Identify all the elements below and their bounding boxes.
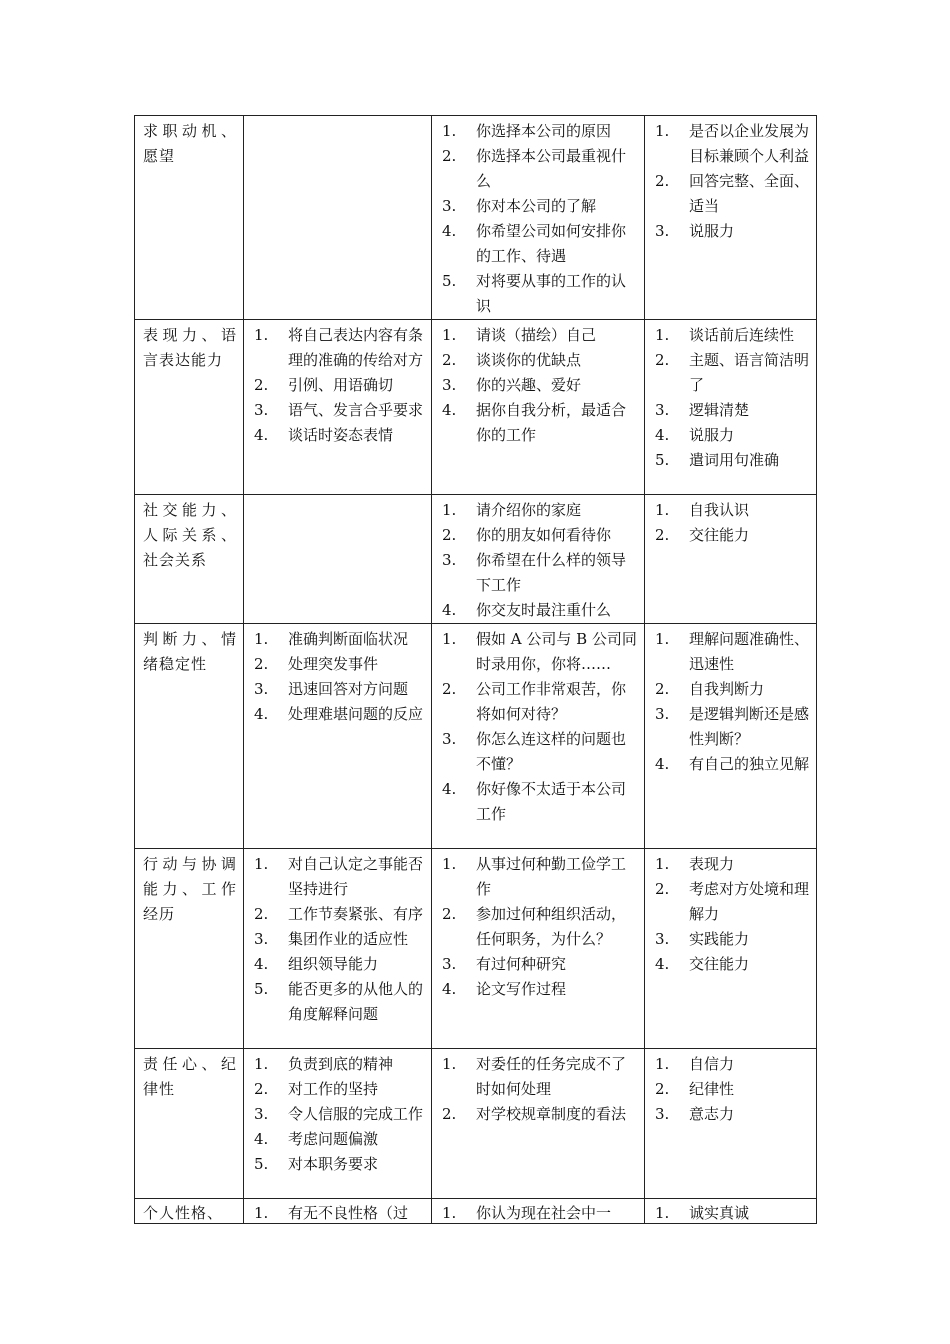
table-row xyxy=(135,495,817,624)
list-number: 1. xyxy=(442,501,457,519)
list-item xyxy=(252,1127,425,1152)
list-item-text: 意志力 xyxy=(689,1105,735,1123)
list-item xyxy=(252,702,425,727)
list-item xyxy=(252,627,425,652)
list-number: 1. xyxy=(655,501,670,519)
list-item-text: 你选择本公司的原因 xyxy=(476,122,612,140)
list-item xyxy=(440,498,638,523)
list-number: 1. xyxy=(442,326,457,344)
list-item xyxy=(653,1201,810,1223)
list-number: 4. xyxy=(442,222,457,240)
list-item-text: 遣词用句准确 xyxy=(689,451,780,469)
list-number: 4. xyxy=(655,955,670,973)
list-number: 5. xyxy=(254,1155,269,1173)
list-item xyxy=(653,852,810,877)
list-number: 2. xyxy=(254,1080,269,1098)
table-row xyxy=(135,116,817,320)
list-item-text: 是逻辑判断还是感性判断？ xyxy=(689,705,810,748)
list-item-text: 回答完整、全面、适当 xyxy=(689,172,810,215)
list-item xyxy=(440,977,638,1002)
numbered-list xyxy=(440,323,638,448)
list-number: 3. xyxy=(655,705,670,723)
questions-cell xyxy=(432,116,645,320)
list-number: 2. xyxy=(655,172,670,190)
list-item-text: 令人信服的完成工作 xyxy=(288,1105,424,1123)
list-number: 2. xyxy=(442,680,457,698)
list-item-text: 你希望在什么样的领导下工作 xyxy=(476,551,627,594)
list-item xyxy=(440,348,638,373)
numbered-list xyxy=(440,498,638,623)
list-number: 4. xyxy=(442,780,457,798)
list-number: 2. xyxy=(442,147,457,165)
list-item-text: 你怎么连这样的问题也不懂？ xyxy=(476,730,627,773)
list-item-text: 你好像不太适于本公司工作 xyxy=(476,780,627,823)
numbered-list xyxy=(252,1201,425,1223)
list-number: 1. xyxy=(655,630,670,648)
numbered-list xyxy=(653,852,810,977)
list-number: 1. xyxy=(655,122,670,140)
category-cell: 表现力、语言表达能力 xyxy=(135,320,244,495)
list-item xyxy=(653,1052,810,1077)
list-item xyxy=(440,523,638,548)
list-number: 1. xyxy=(442,630,457,648)
list-item-text: 纪律性 xyxy=(689,1080,735,1098)
list-item xyxy=(252,927,425,952)
list-item-text: 说服力 xyxy=(689,426,735,444)
requirements-cell xyxy=(244,116,432,320)
list-item-text: 你认为现在社会中一 xyxy=(476,1204,612,1222)
requirements-cell xyxy=(244,1049,432,1199)
list-item xyxy=(440,1102,638,1127)
list-item-text: 论文写作过程 xyxy=(476,980,567,998)
list-item-text: 处理突发事件 xyxy=(288,655,379,673)
list-number: 2. xyxy=(442,351,457,369)
list-number: 3. xyxy=(442,376,457,394)
list-item xyxy=(440,269,638,319)
list-number: 3. xyxy=(442,551,457,569)
numbered-list xyxy=(653,323,810,473)
requirements-cell xyxy=(244,320,432,495)
category-text: 个人性格、 xyxy=(143,1204,224,1222)
list-item xyxy=(440,1201,638,1223)
list-item xyxy=(653,702,810,752)
list-number: 4. xyxy=(254,426,269,444)
numbered-list xyxy=(440,1201,638,1223)
criteria-cell xyxy=(645,320,817,495)
list-item-text: 据你自我分析，最适合你的工作 xyxy=(476,401,627,444)
criteria-cell xyxy=(645,116,817,320)
list-item xyxy=(440,902,638,952)
list-item xyxy=(653,1102,810,1127)
list-number: 2. xyxy=(655,526,670,544)
list-item-text: 处理难堪问题的反应 xyxy=(288,705,424,723)
list-item xyxy=(653,348,810,398)
list-number: 1. xyxy=(655,855,670,873)
criteria-cell xyxy=(645,1049,817,1199)
list-item xyxy=(252,1077,425,1102)
category-cell: 社交能力、人际关系、社会关系 xyxy=(135,495,244,624)
table-row xyxy=(135,320,817,495)
list-item-text: 交往能力 xyxy=(689,526,750,544)
list-item xyxy=(653,927,810,952)
list-number: 1. xyxy=(442,1204,457,1222)
list-item xyxy=(252,373,425,398)
questions-cell xyxy=(432,1049,645,1199)
numbered-list xyxy=(653,498,810,548)
list-item-text: 对本职务要求 xyxy=(288,1155,379,1173)
list-item xyxy=(440,598,638,623)
requirements-cell xyxy=(244,849,432,1049)
requirements-cell xyxy=(244,1199,432,1224)
list-item xyxy=(440,677,638,727)
list-number: 2. xyxy=(254,376,269,394)
list-number: 4. xyxy=(254,955,269,973)
questions-cell xyxy=(432,1199,645,1224)
list-item xyxy=(440,548,638,598)
list-item xyxy=(252,952,425,977)
list-number: 1. xyxy=(442,855,457,873)
numbered-list xyxy=(440,852,638,1002)
questions-cell xyxy=(432,320,645,495)
numbered-list xyxy=(653,1052,810,1127)
list-item-text: 你选择本公司最重视什么 xyxy=(476,147,627,190)
list-item-text: 考虑问题偏激 xyxy=(288,1130,379,1148)
numbered-list xyxy=(252,323,425,448)
list-item xyxy=(252,652,425,677)
list-item-text: 考虑对方处境和理解力 xyxy=(689,880,810,923)
list-item xyxy=(653,677,810,702)
list-item xyxy=(440,373,638,398)
list-item xyxy=(440,194,638,219)
list-number: 1. xyxy=(254,855,269,873)
list-item xyxy=(653,448,810,473)
list-number: 4. xyxy=(254,1130,269,1148)
list-item-text: 你希望公司如何安排你的工作、待遇 xyxy=(476,222,627,265)
numbered-list xyxy=(252,1052,425,1177)
list-number: 1. xyxy=(254,1204,269,1222)
list-item-text: 主题、语言简洁明了 xyxy=(689,351,810,394)
list-item-text: 说服力 xyxy=(689,222,735,240)
list-number: 2. xyxy=(254,905,269,923)
criteria-cell xyxy=(645,624,817,849)
list-number: 3. xyxy=(442,197,457,215)
list-item-text: 谈谈你的优缺点 xyxy=(476,351,582,369)
list-number: 2. xyxy=(655,680,670,698)
table-row xyxy=(135,624,817,849)
list-item-text: 你交友时最注重什么 xyxy=(476,601,612,619)
numbered-list xyxy=(440,627,638,827)
list-number: 3. xyxy=(655,222,670,240)
list-item xyxy=(440,119,638,144)
list-item-text: 谈话前后连续性 xyxy=(689,326,795,344)
list-item xyxy=(252,423,425,448)
category-cell: 责任心、纪律性 xyxy=(135,1049,244,1199)
numbered-list xyxy=(653,119,810,244)
list-item-text: 有无不良性格（过 xyxy=(288,1204,409,1222)
list-item-text: 能否更多的从他人的角度解释问题 xyxy=(288,980,424,1023)
numbered-list xyxy=(440,119,638,319)
requirements-cell xyxy=(244,624,432,849)
list-item-text: 自我判断力 xyxy=(689,680,765,698)
category-cell: 行动与协调能力、工作经历 xyxy=(135,849,244,1049)
list-number: 1. xyxy=(655,326,670,344)
list-item xyxy=(440,777,638,827)
list-number: 3. xyxy=(254,1105,269,1123)
numbered-list xyxy=(653,1201,810,1223)
list-item-text: 工作节奏紧张、有序 xyxy=(288,905,424,923)
list-item-text: 负责到底的精神 xyxy=(288,1055,394,1073)
list-item xyxy=(440,144,638,194)
numbered-list xyxy=(252,627,425,727)
list-item-text: 准确判断面临状况 xyxy=(288,630,409,648)
list-item xyxy=(653,752,810,777)
list-item xyxy=(653,498,810,523)
list-item xyxy=(440,1052,638,1102)
list-item xyxy=(653,1077,810,1102)
list-number: 2. xyxy=(442,905,457,923)
list-item xyxy=(653,119,810,169)
list-item xyxy=(440,323,638,348)
list-item-text: 是否以企业发展为目标兼顾个人利益 xyxy=(689,122,810,165)
list-number: 1. xyxy=(254,630,269,648)
table-row xyxy=(135,1199,817,1224)
table-row xyxy=(135,1049,817,1199)
list-item-text: 自我认识 xyxy=(689,501,750,519)
list-number: 2. xyxy=(655,351,670,369)
numbered-list xyxy=(653,627,810,777)
category-cell: 判断力、情绪稳定性 xyxy=(135,624,244,849)
list-item-text: 迅速回答对方问题 xyxy=(288,680,409,698)
list-number: 2. xyxy=(655,880,670,898)
category-cell xyxy=(135,1199,244,1224)
list-item-text: 请谈（描绘）自己 xyxy=(476,326,597,344)
list-item-text: 对自己认定之事能否坚持进行 xyxy=(288,855,424,898)
numbered-list xyxy=(252,852,425,1027)
list-item xyxy=(653,219,810,244)
list-item-text: 你对本公司的了解 xyxy=(476,197,597,215)
list-item-text: 将自己表达内容有条理的准确的传给对方 xyxy=(288,326,424,369)
list-number: 1. xyxy=(254,326,269,344)
questions-cell xyxy=(432,624,645,849)
list-item xyxy=(252,902,425,927)
list-item-text: 参加过何种组织活动，任何职务，为什么？ xyxy=(476,905,627,948)
list-number: 3. xyxy=(442,955,457,973)
list-item xyxy=(653,877,810,927)
list-number: 1. xyxy=(655,1055,670,1073)
list-number: 1. xyxy=(442,1055,457,1073)
list-number: 3. xyxy=(254,680,269,698)
list-item xyxy=(440,852,638,902)
list-item-text: 假如 A 公司与 B 公司同时录用你，你将…… xyxy=(476,630,637,673)
list-item xyxy=(653,398,810,423)
list-item-text: 引例、用语确切 xyxy=(288,376,394,394)
list-number: 1. xyxy=(655,1204,670,1222)
list-item xyxy=(252,677,425,702)
list-number: 4. xyxy=(655,426,670,444)
criteria-cell xyxy=(645,1199,817,1224)
list-number: 2. xyxy=(442,526,457,544)
list-item xyxy=(440,727,638,777)
list-item-text: 公司工作非常艰苦，你将如何对待？ xyxy=(476,680,627,723)
list-number: 2. xyxy=(254,655,269,673)
list-item-text: 谈话时姿态表情 xyxy=(288,426,394,444)
list-item-text: 有过何种研究 xyxy=(476,955,567,973)
list-item xyxy=(252,323,425,373)
list-number: 3. xyxy=(655,1105,670,1123)
list-item xyxy=(653,169,810,219)
list-item xyxy=(653,523,810,548)
list-number: 3. xyxy=(254,401,269,419)
list-number: 4. xyxy=(442,401,457,419)
list-item xyxy=(653,323,810,348)
list-item xyxy=(252,398,425,423)
list-number: 3. xyxy=(442,730,457,748)
list-number: 3. xyxy=(655,401,670,419)
table-row xyxy=(135,849,817,1049)
list-number: 2. xyxy=(655,1080,670,1098)
list-item-text: 对委任的任务完成不了时如何处理 xyxy=(476,1055,627,1098)
list-item xyxy=(440,952,638,977)
interview-assessment-table xyxy=(134,115,817,1224)
list-item-text: 从事过何种勤工俭学工作 xyxy=(476,855,627,898)
list-item xyxy=(653,423,810,448)
list-item-text: 语气、发言合乎要求 xyxy=(288,401,424,419)
list-item-text: 自信力 xyxy=(689,1055,735,1073)
list-number: 4. xyxy=(655,755,670,773)
list-item-text: 表现力 xyxy=(689,855,735,873)
list-number: 3. xyxy=(254,930,269,948)
list-item-text: 你的兴趣、爱好 xyxy=(476,376,582,394)
list-number: 2. xyxy=(442,1105,457,1123)
list-number: 4. xyxy=(442,601,457,619)
numbered-list xyxy=(440,1052,638,1127)
list-item-text: 实践能力 xyxy=(689,930,750,948)
list-number: 1. xyxy=(254,1055,269,1073)
questions-cell xyxy=(432,849,645,1049)
category-cell: 求职动机、愿望 xyxy=(135,116,244,320)
list-item-text: 对学校规章制度的看法 xyxy=(476,1105,627,1123)
questions-cell xyxy=(432,495,645,624)
list-item xyxy=(440,627,638,677)
list-item-text: 组织领导能力 xyxy=(288,955,379,973)
list-item-text: 集团作业的适应性 xyxy=(288,930,409,948)
list-item-text: 逻辑清楚 xyxy=(689,401,750,419)
list-item-text: 对工作的坚持 xyxy=(288,1080,379,1098)
list-item-text: 交往能力 xyxy=(689,955,750,973)
list-item-text: 对将要从事的工作的认识 xyxy=(476,272,627,315)
list-item xyxy=(252,1152,425,1177)
list-item xyxy=(252,1102,425,1127)
list-number: 4. xyxy=(254,705,269,723)
criteria-cell xyxy=(645,849,817,1049)
criteria-cell xyxy=(645,495,817,624)
list-item xyxy=(440,219,638,269)
list-number: 5. xyxy=(254,980,269,998)
list-number: 4. xyxy=(442,980,457,998)
list-item xyxy=(440,398,638,448)
list-item-text: 诚实真诚 xyxy=(689,1204,750,1222)
list-item xyxy=(252,977,425,1027)
list-item xyxy=(252,1052,425,1077)
list-item xyxy=(653,952,810,977)
requirements-cell xyxy=(244,495,432,624)
list-item xyxy=(252,852,425,902)
list-number: 5. xyxy=(655,451,670,469)
list-item-text: 有自己的独立见解 xyxy=(689,755,810,773)
list-item xyxy=(653,627,810,677)
list-number: 1. xyxy=(442,122,457,140)
list-item-text: 理解问题准确性、迅速性 xyxy=(689,630,810,673)
list-number: 5. xyxy=(442,272,457,290)
list-item xyxy=(252,1201,425,1223)
list-item-text: 你的朋友如何看待你 xyxy=(476,526,612,544)
list-number: 3. xyxy=(655,930,670,948)
list-item-text: 请介绍你的家庭 xyxy=(476,501,582,519)
